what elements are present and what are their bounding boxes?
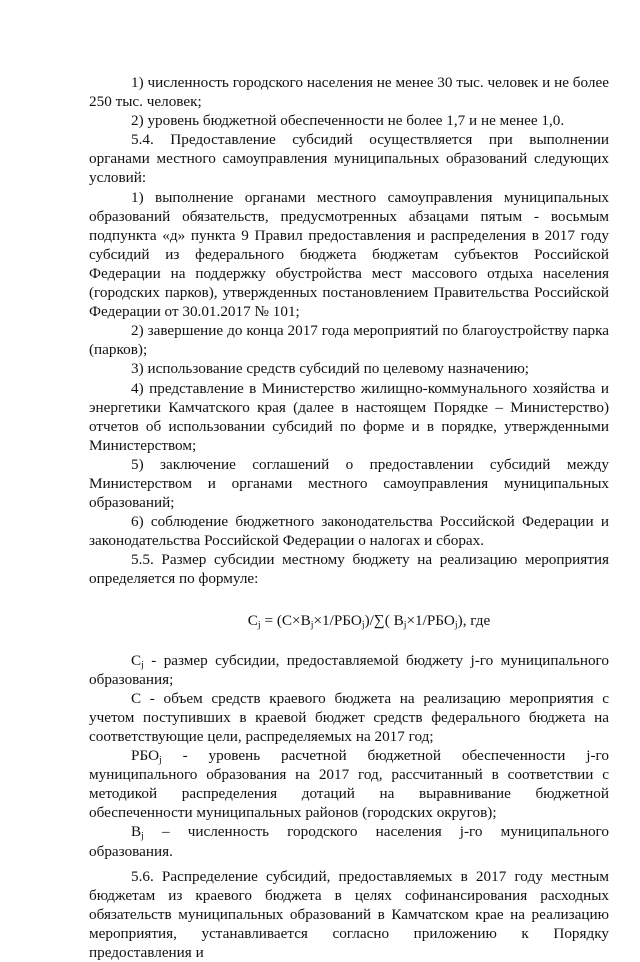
- formula-subscript: j: [310, 619, 314, 630]
- definition-subscript: j: [159, 754, 162, 766]
- subsidy-formula: [89, 611, 609, 630]
- definition-subscript: j: [141, 830, 144, 842]
- definition-text: – численность городского населения j-го муниципального образования.: [89, 823, 609, 860]
- paragraph-condition-population: 1) численность городского населения не менее 30 тыс. человек и не более 250 тыс. человек;: [89, 74, 609, 111]
- definition-symbol: C: [131, 651, 142, 669]
- formula-subscript: j: [454, 619, 458, 630]
- definition-rbo: [89, 746, 609, 822]
- paragraph-section-5-6: 5.6. Распределение субсидий, предоставляемых в 2017 году местным бюджетам из краевого бюджета в целях софинансирования расходных обязательств муниципальных образований в Камчатском крае на реализацию мероприятия, устанавливается согласно приложению к Порядку предоставления и: [89, 867, 609, 962]
- paragraph-condition-budget-level: 2) уровень бюджетной обеспеченности не более 1,7 и не менее 1,0.: [131, 112, 565, 130]
- definition-bj: [89, 822, 609, 860]
- definition-text: - размер субсидии, предоставляемой бюджету j-го муниципального образования;: [89, 651, 609, 688]
- paragraph-reporting: 4) представление в Министерство жилищно-коммунального хозяйства и энергетики Камчатского края (далее в настоящем Порядке – Министерство) отчетов об использовании субсидий по форме и в порядке, утвержденными Министерством;: [89, 379, 609, 454]
- paragraph-obligations: 1) выполнение органами местного самоуправления муниципальных образований обязательств, предусмотренных абзацами пятым - восьмым подпункта «д» пункта 9 Правил предоставления и распределения в 2017 году субсидий из федерального бюджета бюджетам субъектов Российской Федерации на поддержку обустройства мест массового отдыха населения (городских парков), утвержденных постановлением Правительства Российской Федерации от 30.01.2017 № 101;: [89, 188, 609, 321]
- formula-part: )/∑( B: [364, 611, 404, 629]
- definition-symbol: B: [131, 823, 142, 841]
- paragraph-target-use: 3) использование средств субсидий по целевому назначению;: [131, 360, 530, 378]
- formula-part: ), где: [457, 611, 491, 629]
- paragraph-section-5-5: 5.5. Размер субсидии местному бюджету на реализацию мероприятия определяется по формуле:: [89, 551, 609, 588]
- definition-c: C - объем средств краевого бюджета на реализацию мероприятия с учетом поступивших в краевой бюджет средств федерального бюджета на соответствующие цели, распределяемых на 2017 год;: [89, 689, 609, 745]
- formula-subscript: j: [403, 619, 407, 630]
- definition-text: - уровень расчетной бюджетной обеспеченности j-го муниципального образования на 2017 год, рассчитанный в соответствии с методикой распределения дотаций на выравнивание бюджетной обеспеченности муниципальных районов (городских округов);: [89, 747, 609, 822]
- paragraph-park-completion: 2) завершение до конца 2017 года мероприятий по благоустройству парка (парков);: [89, 322, 609, 359]
- formula-part: ×1/РБО: [313, 611, 362, 629]
- definition-subscript: j: [141, 659, 144, 671]
- paragraph-agreements: 5) заключение соглашений о предоставлении субсидий между Министерством и органами местного самоуправления муниципальных образований;: [89, 455, 609, 512]
- formula-symbol: C: [247, 611, 258, 629]
- paragraph-section-5-4: 5.4. Предоставление субсидий осуществляется при выполнении органами местного самоуправления муниципальных образований следующих условий:: [89, 131, 609, 187]
- document-body: [89, 73, 609, 962]
- definition-cj: [89, 651, 609, 689]
- definition-symbol: РБО: [131, 747, 160, 765]
- formula-part: ×1/РБО: [406, 611, 455, 629]
- formula-subscript: j: [257, 619, 261, 630]
- paragraph-legislation: 6) соблюдение бюджетного законодательства Российской Федерации и законодательства Российской Федерации о налогах и сборах.: [89, 513, 609, 550]
- formula-subscript: j: [361, 619, 365, 630]
- formula-part: = (C×B: [260, 611, 311, 629]
